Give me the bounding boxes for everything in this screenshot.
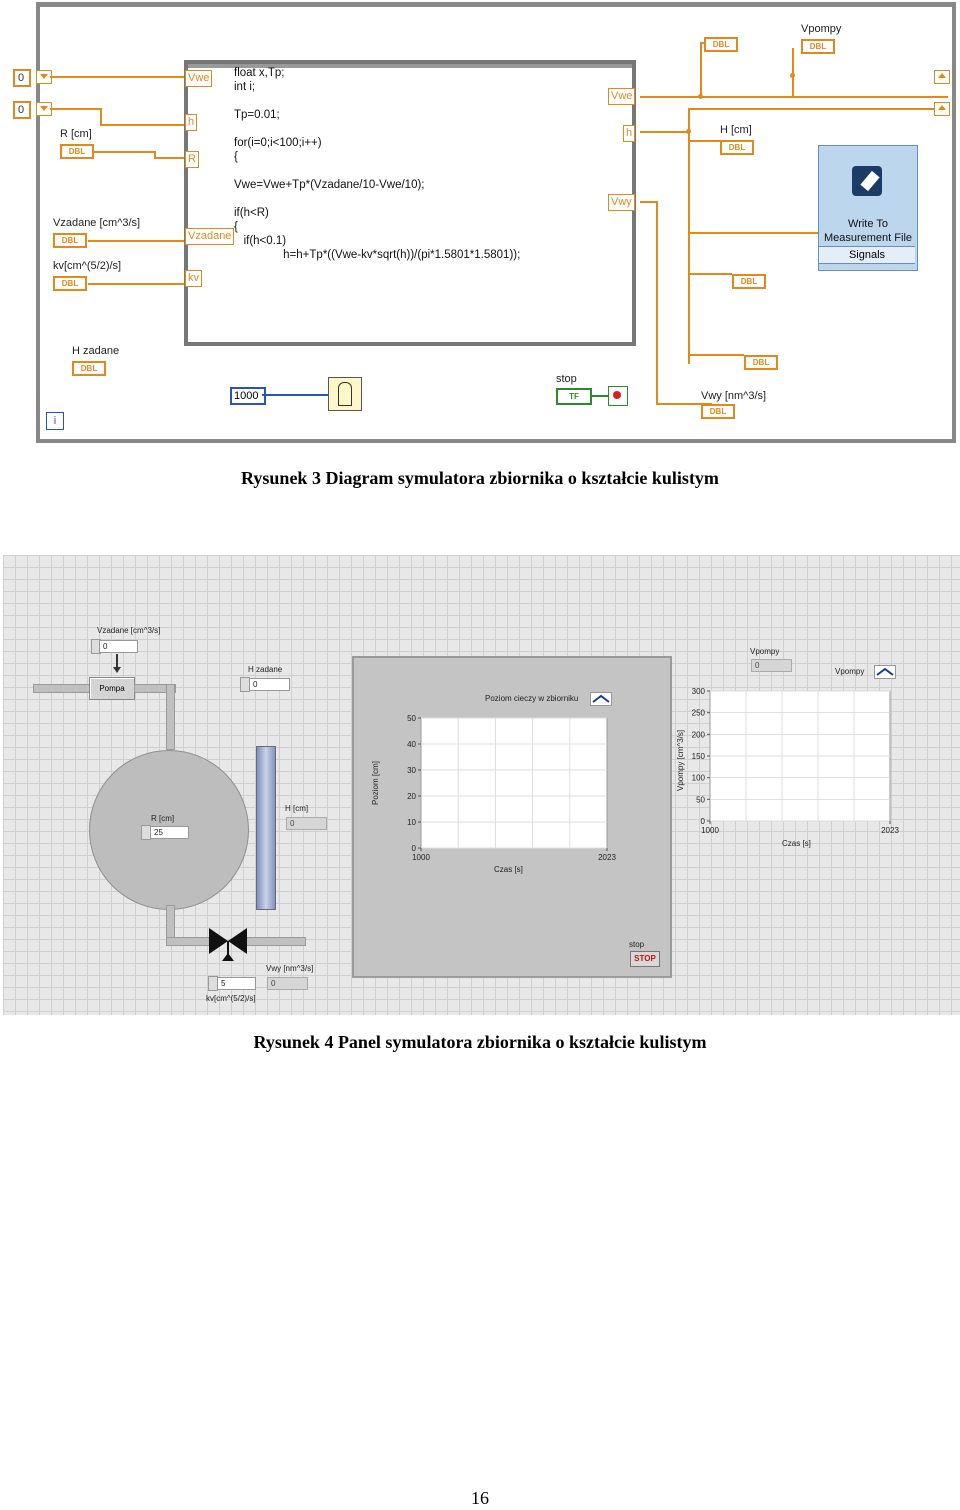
formula-input-h: h [185, 114, 197, 131]
code-line: float x,Tp; [234, 67, 285, 79]
hzadane-label: H zadane [248, 665, 283, 674]
code-line: h=h+Tp*((Vwe-kv*sqrt(h))/(pi*1.5801*1.5801)); [264, 249, 521, 261]
vzadane-label: Vzadane [cm^3/s] [97, 626, 161, 635]
code-line: int i; [234, 81, 256, 93]
signals-terminal: Signals [819, 246, 915, 264]
write-file-title-2: Measurement File [823, 232, 913, 244]
kv-control-terminal[interactable]: DBL [53, 276, 87, 291]
formula-input-kv: kv [185, 270, 202, 287]
x-tick-label: 1000 [701, 826, 719, 835]
y-tick-label: 300 [691, 687, 705, 696]
formula-output-vwe: Vwe [608, 88, 635, 105]
x-tick-label: 2023 [598, 853, 616, 862]
y-tick-label: 40 [407, 740, 416, 749]
code-line: { [234, 151, 238, 163]
vzadane-input[interactable]: 0 [99, 640, 138, 653]
vwy-indicator-label: Vwy [nm^3/s] [701, 390, 767, 402]
x-tick-label: 1000 [412, 853, 430, 862]
y-tick-label: 50 [696, 795, 705, 805]
hzadane-control-terminal[interactable]: DBL [72, 361, 106, 376]
numeric-constant-bottom[interactable]: 0 [13, 101, 31, 119]
kv-control-label: kv[cm^(5/2)/s] [53, 260, 122, 272]
formula-code [234, 66, 520, 262]
shift-register-right-top [934, 70, 950, 84]
code-line: Tp=0.01; [234, 109, 280, 121]
write-file-title-1: Write To [848, 218, 888, 230]
formula-output-h: h [623, 125, 635, 142]
vpompy-label: Vpompy [750, 647, 780, 656]
y-tick-label: 200 [691, 730, 705, 740]
kv-input[interactable]: 5 [217, 977, 256, 990]
formula-input-vzadane: Vzadane [185, 228, 234, 245]
code-line: for(i=0;i<100;i++) [234, 137, 322, 149]
kv-label: kv[cm^(5/2)/s] [206, 994, 256, 1003]
code-line [234, 122, 520, 136]
vpompy-indicator: DBL [801, 39, 835, 54]
vpompy-chart-ylabel: Vpompy [cm^3/s] [676, 729, 685, 791]
vpompy-indicator-label: Vpompy [801, 23, 842, 35]
level-chart-xlabel: Czas [s] [494, 865, 523, 874]
level-chart-title: Poziom cieczy w zbiorniku [485, 694, 579, 703]
code-line: { [234, 221, 238, 233]
vpompy-chart-xlabel: Czas [s] [782, 839, 811, 848]
hzadane-control-label: H zadane [72, 345, 120, 357]
level-legend-icon [592, 694, 610, 704]
h-cm-indicator-label: H [cm] [720, 124, 752, 136]
code-line [234, 164, 520, 178]
vpompy-chart-title: Vpompy [835, 667, 865, 676]
r-control-terminal[interactable]: DBL [60, 144, 94, 159]
code-line [234, 94, 520, 108]
valve-icon [209, 928, 228, 954]
vzadane-control-label: Vzadane [cm^3/s] [53, 217, 141, 229]
y-tick-label: 30 [407, 766, 416, 775]
stop-button[interactable]: STOP [630, 951, 660, 967]
vpompy-indicator: 0 [751, 659, 792, 672]
x-tick-label: 2023 [881, 826, 899, 835]
vpompy-chart [678, 683, 908, 843]
r-control-label: R [cm] [60, 128, 92, 140]
y-tick-label: 20 [407, 792, 416, 801]
level-gauge [256, 746, 276, 910]
y-tick-label: 250 [691, 708, 705, 718]
vwy-indicator: DBL [701, 404, 735, 419]
y-tick-label: 0 [700, 817, 705, 826]
page-number: 16 [471, 1488, 489, 1508]
figure-caption-3: Rysunek 3 Diagram symulatora zbiornika o kształcie kulistym [241, 468, 719, 488]
pompa-button[interactable]: Pompa [89, 677, 135, 700]
formula-input-r: R [185, 151, 199, 168]
numeric-constant-top[interactable]: 0 [13, 69, 31, 87]
y-tick-label: 0 [411, 844, 416, 853]
vwy-label: Vwy [nm^3/s] [266, 964, 314, 973]
shift-register-right-bottom [934, 102, 950, 116]
iteration-terminal: i [46, 412, 64, 430]
y-tick-label: 10 [407, 818, 416, 827]
code-line: if(h<R) [234, 207, 269, 219]
code-line: if(h<0.1) [234, 235, 287, 247]
inlet-pipe [33, 684, 93, 693]
level-chart [383, 710, 623, 880]
wait-ms-constant[interactable]: 1000 [230, 387, 266, 405]
figure-caption-4: Rysunek 4 Panel symulatora zbiornika o kształcie kulistym [253, 1032, 707, 1052]
r-input[interactable]: 25 [150, 826, 189, 839]
vzadane-arrow [116, 654, 118, 668]
vwy-indicator: 0 [267, 977, 308, 990]
h-label: H [cm] [285, 804, 309, 813]
block-diagram [18, 2, 954, 440]
code-line [234, 192, 520, 206]
vzadane-control-terminal[interactable]: DBL [53, 233, 87, 248]
level-chart-ylabel: Poziom [cm] [371, 760, 380, 805]
stop-label: stop [629, 940, 645, 949]
hzadane-input[interactable]: 0 [249, 678, 290, 691]
indicator-h-low: DBL [744, 355, 778, 370]
stop-label: stop [556, 373, 577, 385]
r-label: R [cm] [151, 814, 175, 823]
y-tick-label: 150 [691, 752, 705, 761]
front-panel [3, 555, 960, 1015]
formula-input-vwe: Vwe [185, 70, 212, 87]
formula-output-vwy: Vwy [608, 194, 635, 211]
y-tick-label: 100 [691, 773, 705, 783]
y-tick-label: 50 [407, 714, 416, 723]
plot-area [421, 718, 607, 848]
code-line: Vwe=Vwe+Tp*(Vzadane/10-Vwe/10); [234, 179, 425, 191]
indicator-vwe-mid: DBL [732, 274, 766, 289]
stop-boolean-terminal[interactable]: TF [556, 388, 592, 405]
h-cm-indicator: DBL [720, 140, 754, 155]
h-indicator: 0 [286, 817, 327, 830]
vpompy-legend-icon [876, 667, 894, 677]
write-measurement-file-vi[interactable] [818, 145, 918, 271]
indicator-vwe-top: DBL [704, 37, 738, 52]
